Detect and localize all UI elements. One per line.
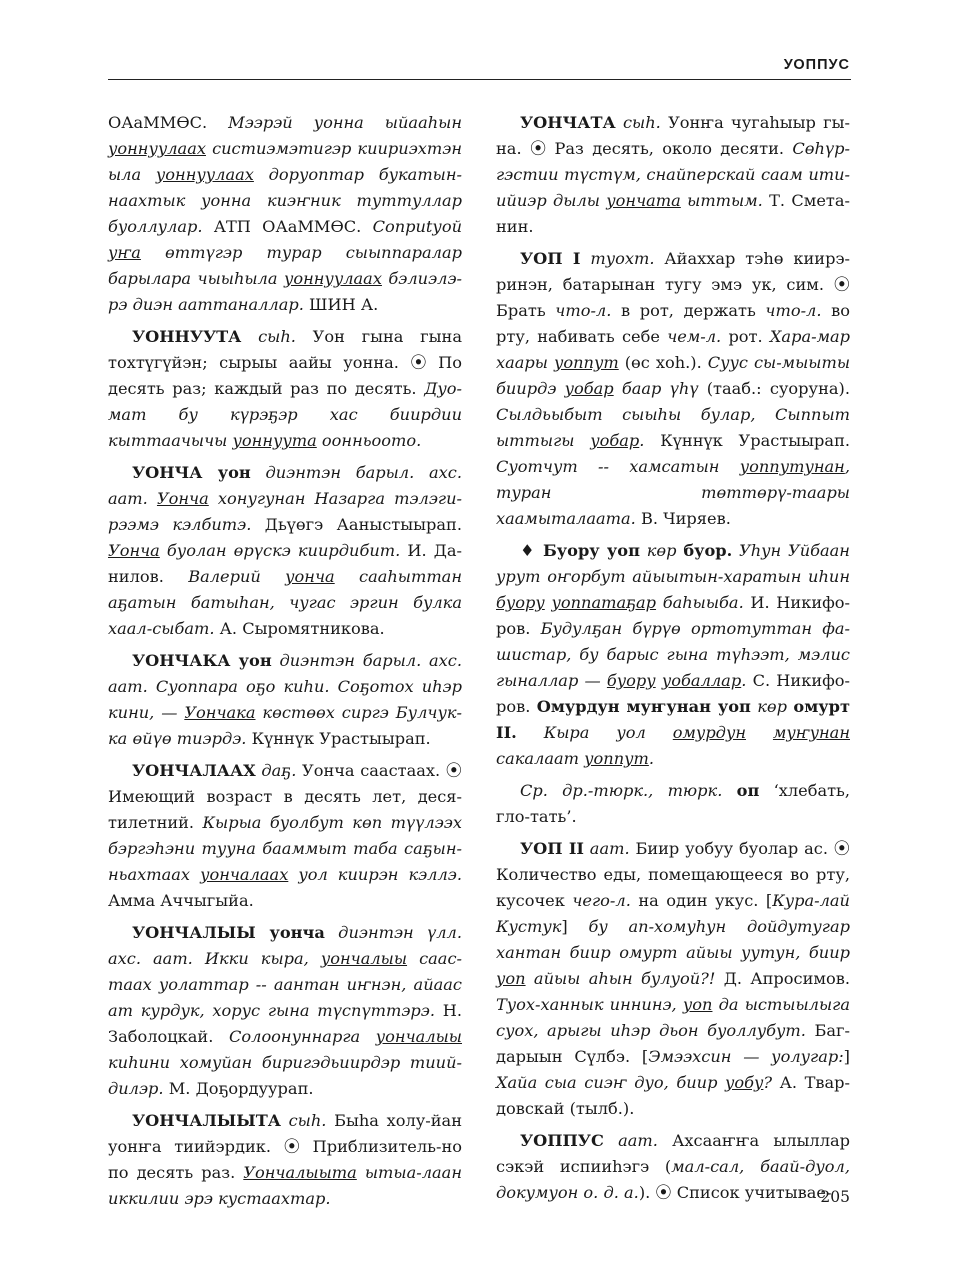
header-rule bbox=[108, 79, 851, 80]
entry-uop-1: УОП I туохт. Айаххар тэһө киирэ-ринэн, батарынан тугу эмэ ук, сим. ⦿ Брать что-л. в рот, держать что-л. во рту, набивать себе чем-л. рот. Хара-мар хаары уоппут (өс хоһ.). Суус сы-мыыты биирдэ уобар баар үһү (тааб.: суоруна). Сылдьыбыт сыыһы булар, Сыппыт ыттыгы уобар. Күннүк Урастыырап. Суотчут -- хамсатын уоппутунан, туран төттөрү-таары хаамыталаата. В. Чиряев. bbox=[496, 249, 851, 528]
entry-uonchalyy: УОНЧАЛЫЫ уонча диэнтэн үлл. ахс. аат. Икки кыра, уончалыы саас-таах уолаттар -- аантан иҥнэн, айаас ат курдук, хорус гына түспүттэрэ. Н. Заболоцкай. Солоонуннарга уончалыы киһини хомуйан биригэдьиирдэр тиий-дилэр. М. Доҕордуурап. bbox=[108, 923, 462, 1098]
entry-uonchaka: УОНЧАКА уон диэнтэн барыл. ахс. аат. Суоппара оҕо киһи. Соҕотох иһэр кини, — Уончака көстөөх сиргэ Булчук-ка өйүө тиэрдэ. Күннүк Урастыырап. bbox=[108, 651, 462, 748]
page-number: 205 bbox=[820, 1188, 850, 1206]
entry-uonchalyyta: УОНЧАЛЫЫТА сыһ. Быһа холу-йан уонҥа тиийэрдик. ⦿ Приблизитель-но по десять раз. Уончалыыта ытыа-лаан иккилии эрэ кустаахтар. bbox=[108, 1111, 462, 1208]
headword: УОНЧАЛААХ bbox=[132, 761, 256, 780]
headword: Буору уоп bbox=[542, 541, 640, 560]
right-column bbox=[496, 110, 850, 1212]
headword: УОП II bbox=[520, 839, 584, 858]
headword: УОП I bbox=[520, 249, 581, 268]
running-header: УОППУС bbox=[783, 57, 850, 73]
headword: УОННУУТА bbox=[132, 327, 242, 346]
entry-uonchata: УОНЧАТА сыһ. Уонҥа чугаһыыр гы-на. ⦿ Раз десять, около десяти. Сөһүр-гэстии түстүм, снайперскай саам ити-ийиэр дылы уончата ыттым. Т. Смета-нин. bbox=[496, 113, 850, 236]
headword: УОППУС bbox=[520, 1131, 604, 1150]
headword: УОНЧАТА bbox=[520, 113, 616, 132]
entry-uonchalaah: УОНЧАЛААХ даҕ. Уонча саастаах. ⦿ Имеющий возраст в десять лет, деся-тилетний. Кырыа буолбут көп түүлээх бэргэһэни тууна бааммыт таба саҕын-ньахтаах уончалаах уол киирэн кэллэ. Амма Аччыгыйа. bbox=[108, 761, 462, 910]
entry-uoncha: УОНЧА уон диэнтэн барыл. ахс. аат. Уонча хонугунан Назарга тэлэги-рээмэ кэлбитэ. Дьүөгэ Ааныстыырап. Уонча буолан өрүскэ киирдибит. И. Да-нилов. Валерий уонча сааһыттан аҕатын батыһан, чугас эргин булка хаал-сыбат. А. Сыромятникова. bbox=[108, 463, 462, 638]
left-column bbox=[108, 110, 462, 1218]
entry-buoru-uop: ♦ Буору уоп көр буор. Уһун Уйбаан урут оҥорбут айыытын-харатын иһин буору уоппатаҕар баһыыба. И. Никифо-ров. Будулҕан бүрүө ортотуттан фа-шистар, бу барыс гына түһээт, мэлис гыналлар — буору уобаллар. С. Никифо-ров. Омурдун муҥунан уоп көр омурт II. Кыра уол омурдун муҥунан сакалаат уоппут. bbox=[496, 541, 850, 768]
headword: УОНЧАЛЫЫТА bbox=[132, 1111, 281, 1130]
diamond-icon: ♦ bbox=[520, 541, 543, 560]
etymology-note: Ср. др.-тюрк., тюрк. оп ‘хлебать, гло-тать’. bbox=[496, 781, 851, 826]
entry-uop-2: УОП II аат. Биир уобуу буолар ас. ⦿ Количество еды, помещающееся во рту, кусочек чего-л. на один укус. [Кура-лай Кустук] бу ап-хомуһун дойдутугар хантан биир омурт айыы уутун, биир уоп айыы аһын булуой?! Д. Апросимов. Туох-ханнык иннинэ, уоп да ыстыылыга суох, арыгы иһэр дьон буоллубут. Баг-дарыын Сүлбэ. [Эмээхсин — уолугар:] Хайа сыа сиэҥ дуо, биир уобу? А. Твар-довскай (тылб.). bbox=[496, 839, 850, 1118]
entry-continuation: ОАаММӨС. Мээрэй уонна ыйааһын уоннуулаах систиэмэтигэр киириэхтэн ыла уоннуулаах доруоптар букатын-наахтык уонна киэҥник туттуллар буоллулар. АТП ОАаММӨС. Сопputуой уҥа өттүгэр турар сыыппаралар барылара чыыһыла уоннуулаах бэлиэлэ-рэ диэн ааттаналлар. ШИН А. bbox=[108, 113, 462, 314]
headword: УОНЧА bbox=[132, 463, 203, 482]
entry-uoppus: УОППУС аат. Ахсааҥҥа ылыллар сэкэй испииһэгэ (мал-сал, баай-дуол, докумуон о. д. а.). ⦿ Список учитывае- bbox=[496, 1131, 850, 1202]
headword: УОНЧАЛЫЫ bbox=[132, 923, 256, 942]
entry-uonnuuta: УОННУУТА сыһ. Уон гына гына тохтүгүйэн; сырыы аайы уонна. ⦿ По десять раз; каждый раз по десять. Дуо-мат бу күрэҕэр хас биирдии кыттаачычы уоннуута оонньоото. bbox=[108, 327, 462, 450]
headword: УОНЧАКА bbox=[132, 651, 231, 670]
